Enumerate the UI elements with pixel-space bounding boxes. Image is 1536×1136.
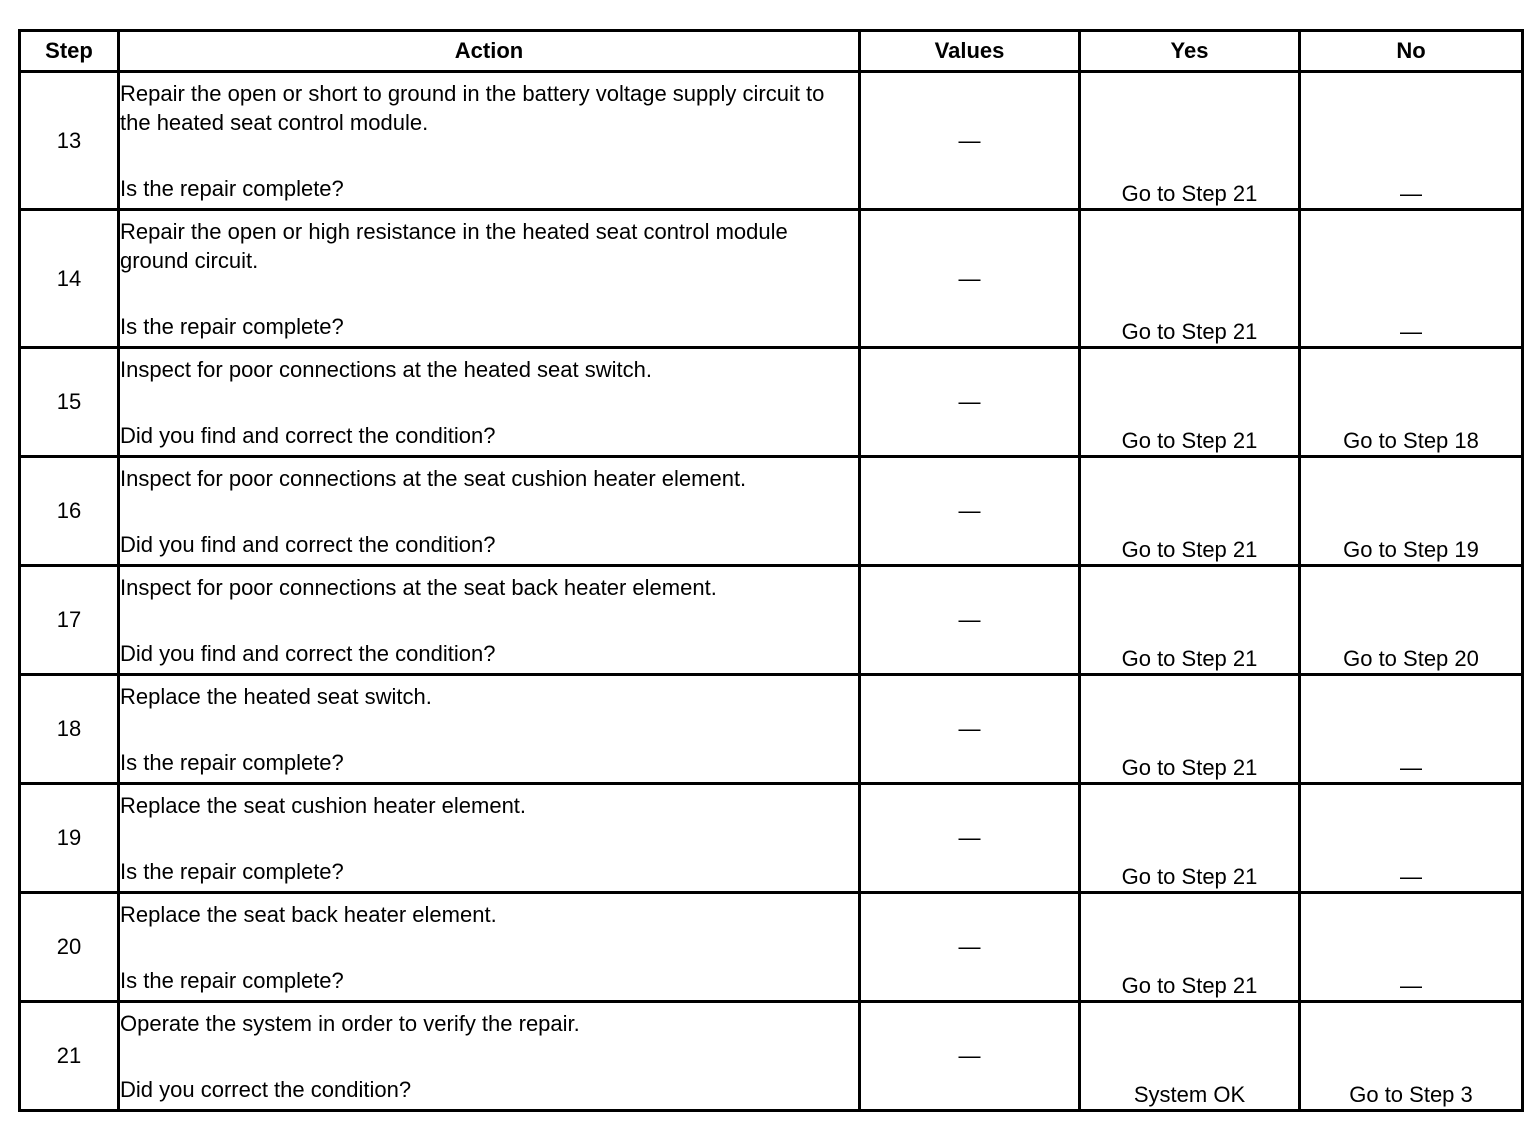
values-cell: —: [860, 210, 1080, 348]
diagnostic-table: [18, 29, 1524, 1112]
yes-cell: Go to Step 21: [1080, 784, 1300, 893]
table-row: [20, 784, 1523, 893]
action-cell: [119, 893, 860, 1002]
action-cell: [119, 1002, 860, 1111]
table-row: [20, 675, 1523, 784]
header-values: Values: [860, 31, 1080, 72]
yes-cell: Go to Step 21: [1080, 348, 1300, 457]
action-question: Is the repair complete?: [120, 968, 344, 993]
header-step: Step: [20, 31, 119, 72]
action-cell: [119, 72, 860, 210]
no-cell: Go to Step 18: [1300, 348, 1523, 457]
step-number: 21: [20, 1002, 119, 1111]
action-text: Replace the seat back heater element.: [120, 902, 497, 927]
action-cell: [119, 675, 860, 784]
values-cell: —: [860, 457, 1080, 566]
values-cell: —: [860, 1002, 1080, 1111]
table-row: [20, 72, 1523, 210]
header-action: Action: [119, 31, 860, 72]
no-cell: —: [1300, 893, 1523, 1002]
table-row: [20, 348, 1523, 457]
values-cell: —: [860, 675, 1080, 784]
yes-cell: Go to Step 21: [1080, 675, 1300, 784]
action-cell: [119, 566, 860, 675]
action-text: Replace the seat cushion heater element.: [120, 793, 527, 818]
no-cell: Go to Step 19: [1300, 457, 1523, 566]
yes-cell: Go to Step 21: [1080, 893, 1300, 1002]
action-cell: [119, 210, 860, 348]
action-text: Operate the system in order to verify the repair.: [120, 1011, 580, 1036]
step-number: 17: [20, 566, 119, 675]
action-text: Inspect for poor connections at the heated seat switch.: [120, 357, 652, 382]
step-number: 14: [20, 210, 119, 348]
no-cell: Go to Step 20: [1300, 566, 1523, 675]
action-text: Inspect for poor connections at the seat back heater element.: [120, 575, 717, 600]
no-cell: —: [1300, 784, 1523, 893]
action-question: Did you find and correct the condition?: [120, 423, 496, 448]
action-question: Is the repair complete?: [120, 314, 344, 339]
action-question: Did you find and correct the condition?: [120, 641, 496, 666]
yes-cell: Go to Step 21: [1080, 72, 1300, 210]
header-no: No: [1300, 31, 1523, 72]
action-text: Replace the heated seat switch.: [120, 684, 432, 709]
step-number: 16: [20, 457, 119, 566]
no-cell: —: [1300, 72, 1523, 210]
table-row: [20, 566, 1523, 675]
step-number: 18: [20, 675, 119, 784]
no-cell: —: [1300, 210, 1523, 348]
action-question: Did you correct the condition?: [120, 1077, 412, 1102]
yes-cell: System OK: [1080, 1002, 1300, 1111]
action-text: Repair the open or short to ground in the battery voltage supply circuit to the heated seat control module.: [120, 81, 825, 135]
no-cell: Go to Step 3: [1300, 1002, 1523, 1111]
step-number: 13: [20, 72, 119, 210]
action-cell: [119, 457, 860, 566]
table-row: [20, 893, 1523, 1002]
action-question: Is the repair complete?: [120, 859, 344, 884]
step-number: 20: [20, 893, 119, 1002]
header-row: [20, 31, 1523, 72]
action-text: Repair the open or high resistance in the heated seat control module ground circuit.: [120, 219, 788, 273]
values-cell: —: [860, 784, 1080, 893]
action-text: Inspect for poor connections at the seat cushion heater element.: [120, 466, 747, 491]
action-cell: [119, 784, 860, 893]
table-row: [20, 210, 1523, 348]
action-cell: [119, 348, 860, 457]
header-yes: Yes: [1080, 31, 1300, 72]
action-question: Is the repair complete?: [120, 750, 344, 775]
step-number: 15: [20, 348, 119, 457]
yes-cell: Go to Step 21: [1080, 457, 1300, 566]
yes-cell: Go to Step 21: [1080, 566, 1300, 675]
yes-cell: Go to Step 21: [1080, 210, 1300, 348]
action-question: Did you find and correct the condition?: [120, 532, 496, 557]
values-cell: —: [860, 566, 1080, 675]
no-cell: —: [1300, 675, 1523, 784]
values-cell: —: [860, 348, 1080, 457]
table-row: [20, 1002, 1523, 1111]
values-cell: —: [860, 72, 1080, 210]
action-question: Is the repair complete?: [120, 176, 344, 201]
step-number: 19: [20, 784, 119, 893]
values-cell: —: [860, 893, 1080, 1002]
table-row: [20, 457, 1523, 566]
